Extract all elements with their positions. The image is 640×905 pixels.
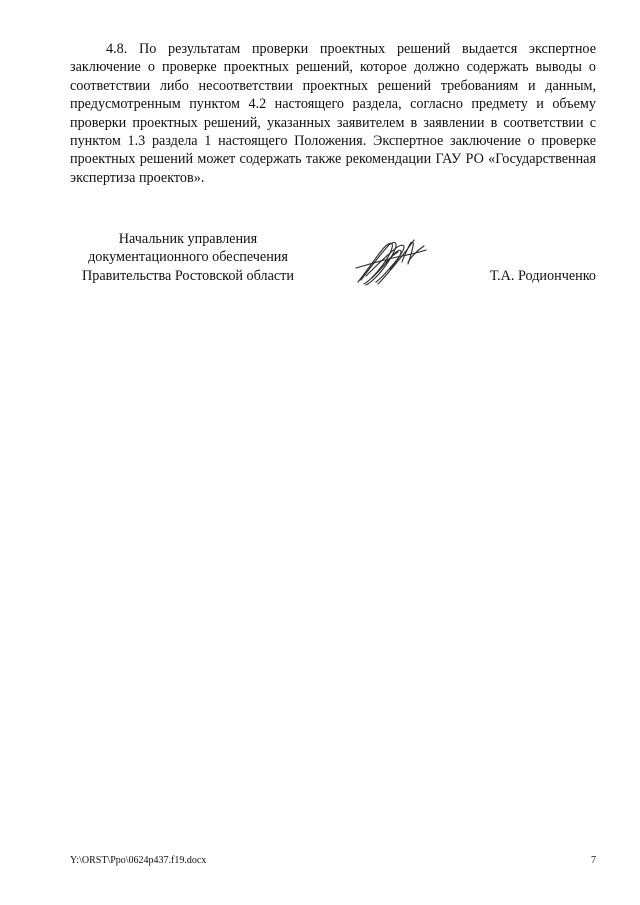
signer-name: Т.А. Родионченко bbox=[489, 267, 596, 284]
footer-file-path: Y:\ORST\Ppo\0624p437.f19.docx bbox=[70, 855, 207, 866]
handwritten-signature bbox=[352, 232, 430, 290]
signer-position-line-1: Начальник управления bbox=[118, 231, 258, 247]
signature-block bbox=[70, 230, 596, 290]
page-number: 7 bbox=[591, 855, 596, 866]
signer-position-line-3: Правительства Ростовской области bbox=[82, 267, 294, 284]
signer-position-line-2: документационного обеспечения bbox=[88, 249, 288, 266]
signer-position bbox=[70, 230, 306, 285]
paragraph-4-8: 4.8. По результатам проверки проектных решений выдается экспертное заключение о проверке проектных решений, которое должно содержать выводы о соответствии либо несоответствии проектных решений требованиям и данным, предусмотренным пунктом 4.2 настоящего раздела, согласно предмету и объему проверки проектных решений, указанных заявителем в заявлении в соответствии с пунктом 1.3 раздела 1 настоящего Положения. Экспертное заключение о проверке проектных решений может содержать также рекомендации ГАУ РО «Государственная экспертиза проектов». bbox=[70, 41, 596, 186]
